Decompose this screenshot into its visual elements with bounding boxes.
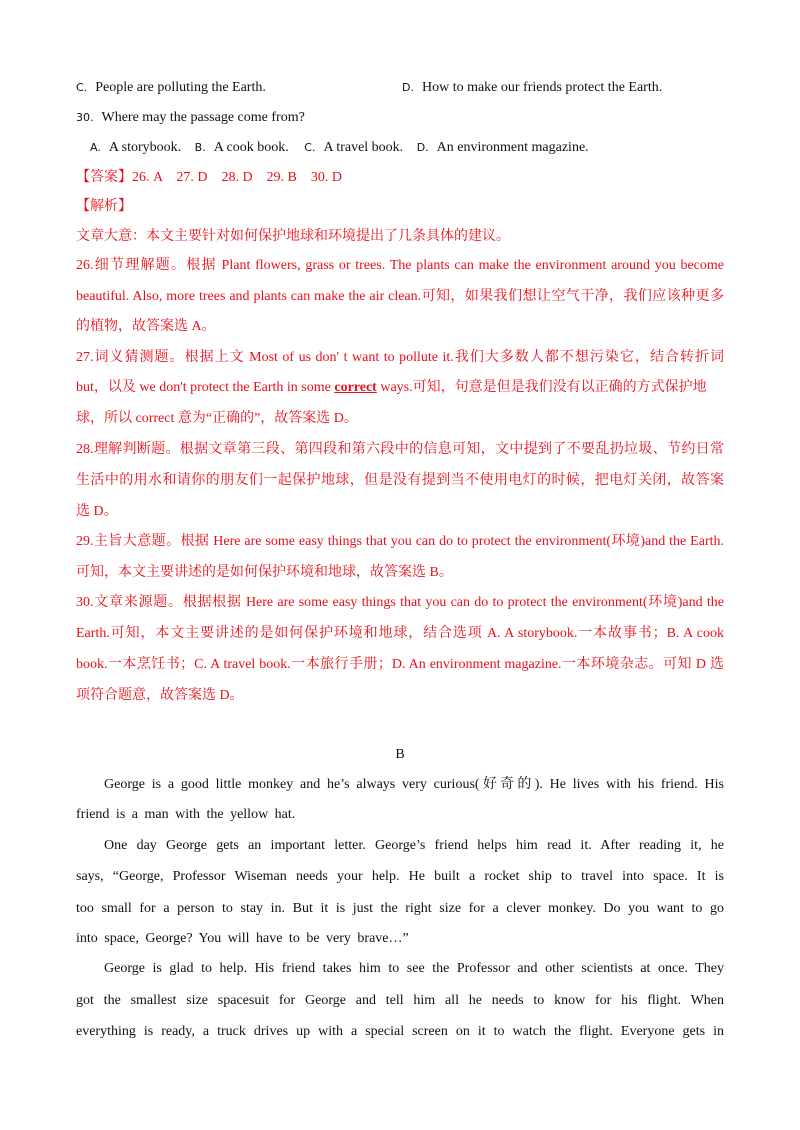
analysis-line: 选 D。 [76, 504, 118, 519]
option-letter: D. [402, 81, 414, 94]
analysis-line: 可知，本文主要讲述的是如何保护环境和地球，故答案选 B。 [76, 565, 453, 580]
analysis-line: 30.文章来源题。根据根据 Here are some easy things that you can do to protect the environment(环境)and the [76, 595, 724, 610]
q30-stem [76, 109, 724, 127]
passage-line: too small for a person to stay in. But it is just the right size for a clever monkey. Do you want to go [76, 901, 724, 916]
analysis-line: 28.理解判断题。根据文章第三段、第四段和第六段中的信息可知，文中提到了不要乱扔垃圾、节约日常 [76, 442, 724, 457]
option-text: People are polluting the Earth. [95, 80, 266, 95]
passage-line: One day George gets an important letter. George’s friend helps him read it. After reading it, he [104, 838, 724, 853]
passage-line: into space, George? You will have to be very brave…” [76, 931, 409, 946]
analysis-text: ways.可知，句意是但是我们没有以正确的方式保护地 [376, 380, 707, 395]
analysis-line: beautiful. Also, more trees and plants can make the air clean.可知，如果我们想让空气干净，我们应该种更多 [76, 289, 724, 304]
passage-line: George is a good little monkey and he’s always very curious(好奇的). He lives with his friend. His [104, 777, 724, 792]
option-letter: D. [416, 141, 429, 154]
option-text: A cook book. [213, 140, 289, 155]
passage-line: got the smallest size spacesuit for George and tell him all he needs to know for his flight. When [76, 993, 724, 1008]
option-letter: C. [76, 81, 88, 94]
analysis-line: 项符合题意，故答案选 D。 [76, 688, 244, 703]
answer-text: 26. A 27. D 28. D 29. B 30. D [132, 170, 343, 185]
analysis-line: Earth.可知，本文主要讲述的是如何保护环境和地球，结合选项 A. A storybook.一本故事书；B. A cook [76, 626, 724, 641]
option-text: An environment magazine. [436, 140, 589, 155]
option-text: A storybook. [108, 140, 182, 155]
analysis-line: 26.细节理解题。根据 Plant flowers, grass or trees. The plants can make the environment around you become [76, 258, 724, 273]
answer-line [76, 169, 724, 187]
option-letter: B. [194, 141, 206, 154]
analysis-line: book.一本烹饪书；C. A travel book.一本旅行手册；D. An environment magazine.一本环境杂志。可知 D 选 [76, 657, 724, 672]
option-letter: C. [304, 141, 316, 154]
analysis-line: 的植物，故答案选 A。 [76, 319, 216, 334]
analysis-line: 29.主旨大意题。根据 Here are some easy things that you can do to protect the environment(环境)and the Earth. [76, 534, 724, 549]
analysis-line: 27.词义猜测题。根据上文 Most of us don' t want to pollute it.我们大多数人都不想污染它，结合转折词 [76, 350, 724, 365]
passage-line: George is glad to help. His friend takes him to see the Professor and other scientists at once. They [104, 961, 724, 976]
section-heading: B [395, 747, 405, 762]
analysis-label: 【解析】 [76, 199, 132, 214]
option-text: How to make our friends protect the Earth. [421, 80, 663, 95]
option-text: A travel book. [323, 140, 404, 155]
keyword-correct: correct [334, 380, 377, 395]
q29-option-d [402, 79, 724, 97]
q30-options [90, 139, 724, 157]
passage-line: friend is a man with the yellow hat. [76, 807, 296, 822]
analysis-line: 生活中的用水和请你的朋友们一起保护地球，但是没有提到当不使用电灯的时候，把电灯关闭，故答案 [76, 473, 724, 488]
answer-label: 【答案】 [76, 170, 132, 185]
analysis-text: but，以及 we don't protect the Earth in some [76, 380, 331, 395]
analysis-line-27b [76, 379, 724, 397]
analysis-line: 文章大意：本文主要针对如何保护地球和环境提出了几条具体的建议。 [76, 229, 510, 244]
question-text: Where may the passage come from? [101, 110, 305, 125]
option-letter: A. [90, 141, 101, 154]
analysis-line: 球，所以 correct 意为“正确的”，故答案选 D。 [76, 411, 358, 426]
question-number: 30. [76, 111, 94, 124]
passage-line: says, “George, Professor Wiseman needs your help. He built a rocket ship to travel into space. It is [76, 869, 724, 884]
passage-line: everything is ready, a truck drives up with a special screen on it to watch the flight. Everyone gets in [76, 1024, 724, 1039]
